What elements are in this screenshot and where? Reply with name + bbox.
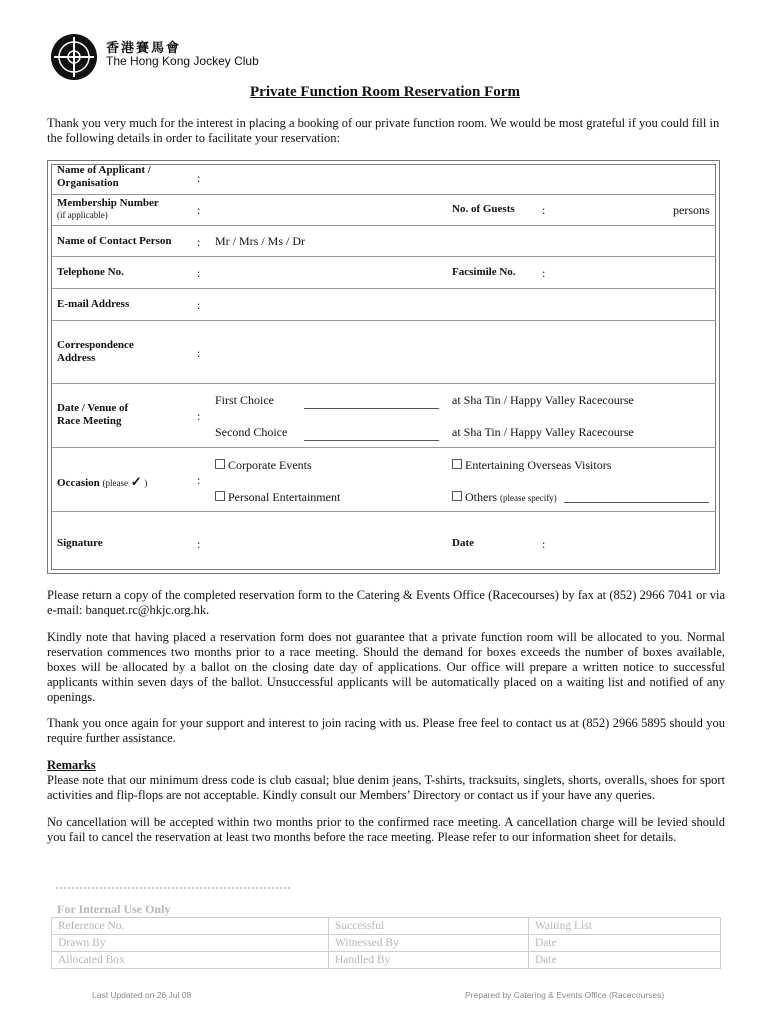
checkbox-icon [215, 491, 225, 501]
row-divider [51, 511, 716, 512]
second-choice-label: Second Choice [215, 425, 288, 439]
guests-unit: persons [673, 203, 710, 217]
race-meeting-label: Date / Venue of Race Meeting [57, 402, 129, 427]
membership-note: (if applicable) [57, 210, 108, 220]
remarks-heading: Remarks [47, 758, 96, 772]
colon: : [197, 171, 201, 185]
logo-chinese-name: 香港賽馬會 [106, 40, 182, 55]
first-choice-date-field[interactable] [304, 408, 439, 409]
table-cell: Witnessed By [329, 935, 529, 952]
table-cell: Drawn By [52, 935, 329, 952]
jockey-club-logo-icon [50, 33, 98, 81]
applicant-label: Name of Applicant / Organisation [57, 164, 151, 189]
table-row [52, 918, 721, 935]
option-corporate-events[interactable]: Corporate Events [215, 458, 312, 473]
table-row [52, 935, 721, 952]
fax-field[interactable] [555, 259, 710, 285]
email-label: E-mail Address [57, 298, 130, 310]
membership-label: Membership Number [57, 197, 159, 209]
table-cell: Date [529, 935, 721, 952]
footer-updated: Last Updated on 26 Jul 08 [92, 990, 192, 1000]
checkbox-icon [452, 491, 462, 501]
others-specify-field[interactable] [564, 502, 709, 503]
occasion-label: Occasion (please ✓ ) [57, 474, 148, 489]
applicant-field[interactable] [212, 166, 712, 192]
row-divider [51, 225, 716, 226]
table-cell: Reference No. [52, 918, 329, 935]
checkbox-icon [452, 459, 462, 469]
date-field[interactable] [555, 514, 710, 568]
first-choice-label: First Choice [215, 393, 274, 407]
signature-label: Signature [57, 537, 103, 549]
table-cell: Waiting List [529, 918, 721, 935]
guests-field[interactable] [555, 197, 670, 223]
internal-use-title: For Internal Use Only [57, 902, 171, 916]
date-label: Date [452, 537, 474, 549]
colon: : [542, 537, 546, 551]
row-divider [51, 447, 716, 448]
intro-paragraph: Thank you very much for the interest in placing a booking of our private function room. We would be most grateful if you could fill in the following details in order to facilitate your reservation: [47, 116, 720, 145]
remarks-paragraph: Please note that our minimum dress code is club casual; blue denim jeans, T-shirts, tracksuits, singlets, shorts, overalls, shoes for sport activities and flip-flops are not acceptable. Kindly consult our Members’ Directory or contact us if your have any queries. [47, 773, 725, 802]
dotted-divider [56, 887, 290, 889]
colon: : [197, 537, 201, 551]
table-cell: Handled By [329, 952, 529, 969]
row-divider [51, 194, 716, 195]
contact-title-options[interactable]: Mr / Mrs / Ms / Dr [215, 234, 306, 248]
first-choice-venue: at Sha Tin / Happy Valley Racecourse [452, 393, 634, 407]
row-divider [51, 256, 716, 257]
option-others[interactable]: Others (please specify) [452, 490, 557, 505]
check-mark-icon: ✓ [130, 474, 142, 489]
colon: : [197, 473, 201, 487]
table-row [52, 952, 721, 969]
footer-prepared: Prepared by Catering & Events Office (Racecourses) [465, 990, 665, 1000]
colon: : [542, 266, 546, 280]
table-cell: Allocated Box [52, 952, 329, 969]
colon: : [197, 346, 201, 360]
address-field[interactable] [212, 323, 712, 380]
cancellation-paragraph: No cancellation will be accepted within two months prior to the confirmed race meeting. A cancellation charge will be levied should you fail to cancel the reservation at least two months before the race meeting. Please refer to our information sheet for details. [47, 815, 725, 844]
colon: : [197, 298, 201, 312]
colon: : [197, 409, 201, 423]
row-divider [51, 383, 716, 384]
checkbox-icon [215, 459, 225, 469]
address-label: Correspondence Address [57, 339, 134, 364]
table-cell: Successful [329, 918, 529, 935]
row-divider [51, 320, 716, 321]
telephone-label: Telephone No. [57, 266, 124, 278]
colon: : [197, 235, 201, 249]
membership-field[interactable] [212, 197, 442, 223]
telephone-field[interactable] [212, 259, 442, 285]
page-title: Private Function Room Reservation Form [250, 84, 520, 100]
option-overseas-visitors[interactable]: Entertaining Overseas Visitors [452, 458, 611, 473]
colon: : [197, 203, 201, 217]
guests-label: No. of Guests [452, 203, 515, 215]
email-field[interactable] [212, 291, 712, 317]
colon: : [542, 203, 546, 217]
option-personal-entertainment[interactable]: Personal Entertainment [215, 490, 340, 505]
contact-label: Name of Contact Person [57, 235, 172, 247]
colon: : [197, 266, 201, 280]
fax-label: Facsimile No. [452, 266, 516, 278]
second-choice-date-field[interactable] [304, 440, 439, 441]
return-instructions: Please return a copy of the completed reservation form to the Catering & Events Office (Racecourses) by fax at (852) 2966 7041 or via e-mail: banquet.rc@hkjc.org.hk. [47, 588, 725, 617]
internal-use-table [51, 917, 721, 969]
logo-english-name: The Hong Kong Jockey Club [106, 54, 259, 68]
thanks-paragraph: Thank you once again for your support and interest to join racing with us. Please free feel to contact us at (852) 2966 5895 should you require further assistance. [47, 716, 725, 745]
row-divider [51, 288, 716, 289]
signature-field[interactable] [212, 514, 442, 568]
table-cell: Date [529, 952, 721, 969]
allocation-note: Kindly note that having placed a reservation form does not guarantee that a private function room will be allocated to you. Normal reservation commences two months prior to a race meeting. Should the demand for boxes exceeds the number of boxes available, boxes will be allocated by a ballot on the closing date day of applications. Our office will prepare a written notice to successful applicants within seven days of the ballot. Unsuccessful applicants will be automatically placed on a waiting list and notified of any openings. [47, 630, 725, 704]
second-choice-venue: at Sha Tin / Happy Valley Racecourse [452, 425, 634, 439]
